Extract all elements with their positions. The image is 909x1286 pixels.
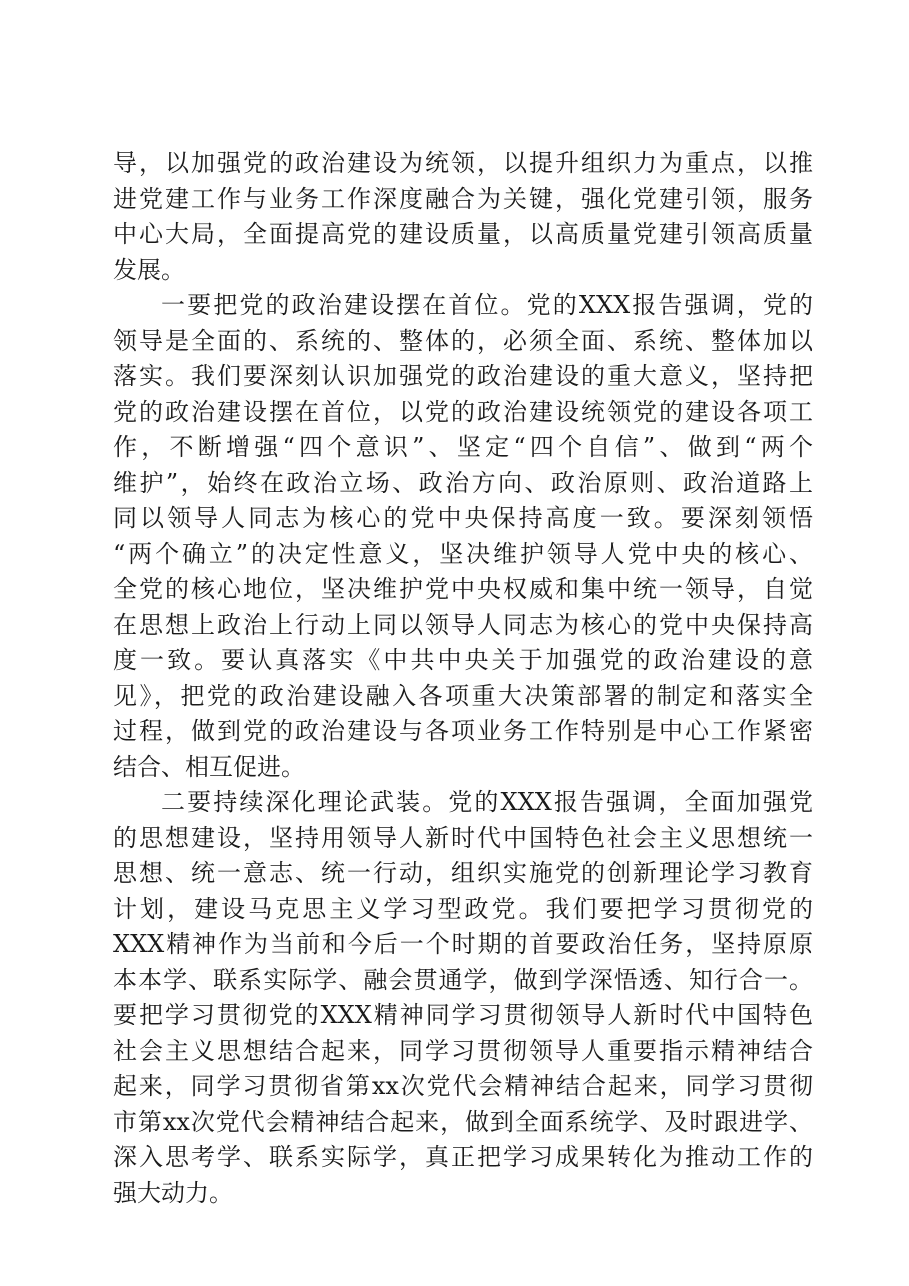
paragraph-theoretical-arming bbox=[113, 785, 813, 1211]
document-body bbox=[113, 146, 813, 1211]
text-line: 度一致。要认真落实《中共中央关于加强党的政治建设的意 bbox=[113, 646, 813, 674]
text-line: 市第xx次党代会精神结合起来，做到全面系统学、及时跟进学、 bbox=[113, 1107, 813, 1136]
text-line: 作，不断增强“四个意识”、坚定“四个自信”、做到“两个 bbox=[113, 433, 813, 461]
text-line: 二要持续深化理论武装。党的XXX报告强调，全面加强党 bbox=[161, 788, 813, 816]
text-line: 落实。我们要深刻认识加强党的政治建设的重大意义，坚持把 bbox=[113, 362, 813, 390]
text-line: 全党的核心地位，坚决维护党中央权威和集中统一领导，自觉 bbox=[113, 575, 813, 603]
text-line: 强大动力。 bbox=[113, 1178, 233, 1207]
text-line: 见》，把党的政治建设融入各项重大决策部署的制定和落实全 bbox=[113, 681, 813, 710]
text-line: 的思想建设，坚持用领导人新时代中国特色社会主义思想统一 bbox=[113, 823, 813, 852]
text-line: XXX精神作为当前和今后一个时期的首要政治任务，坚持原原 bbox=[113, 930, 813, 958]
paragraph-political-construction bbox=[113, 288, 813, 785]
text-line: 结合、相互促进。 bbox=[113, 752, 305, 781]
text-line: 要把学习贯彻党的XXX精神同学习贯彻领导人新时代中国特色 bbox=[113, 1001, 813, 1029]
text-line: 领导是全面的、系统的、整体的，必须全面、系统、整体加以 bbox=[113, 326, 813, 355]
text-line: “两个确立”的决定性意义，坚决维护领导人党中央的核心、 bbox=[113, 539, 813, 568]
text-line: 进党建工作与业务工作深度融合为关键，强化党建引领，服务 bbox=[113, 184, 813, 213]
text-line: 思想、统一意志、统一行动，组织实施党的创新理论学习教育 bbox=[113, 859, 813, 887]
text-line: 社会主义思想结合起来，同学习贯彻领导人重要指示精神结合 bbox=[113, 1036, 813, 1065]
text-line: 中心大局，全面提高党的建设质量，以高质量党建引领高质量 bbox=[113, 220, 813, 248]
text-line: 一要把党的政治建设摆在首位。党的XXX报告强调，党的 bbox=[161, 291, 813, 319]
text-line: 过程，做到党的政治建设与各项业务工作特别是中心工作紧密 bbox=[113, 717, 813, 745]
text-line: 计划，建设马克思主义学习型政党。我们要把学习贯彻党的 bbox=[113, 894, 813, 923]
text-line: 发展。 bbox=[113, 255, 185, 284]
text-line: 党的政治建设摆在首位，以党的政治建设统领党的建设各项工 bbox=[113, 397, 813, 426]
text-line: 起来，同学习贯彻省第xx次党代会精神结合起来，同学习贯彻 bbox=[113, 1072, 813, 1100]
text-line: 本本学、联系实际学、融会贯通学，做到学深悟透、知行合一。 bbox=[113, 965, 813, 994]
text-line: 深入思考学、联系实际学，真正把学习成果转化为推动工作的 bbox=[113, 1143, 813, 1171]
text-line: 导，以加强党的政治建设为统领，以提升组织力为重点，以推 bbox=[113, 149, 813, 177]
text-line: 维护”，始终在政治立场、政治方向、政治原则、政治道路上 bbox=[113, 468, 813, 497]
paragraph-intro bbox=[113, 146, 813, 288]
text-line: 在思想上政治上行动上同以领导人同志为核心的党中央保持高 bbox=[113, 610, 813, 639]
text-line: 同以领导人同志为核心的党中央保持高度一致。要深刻领悟 bbox=[113, 504, 813, 532]
